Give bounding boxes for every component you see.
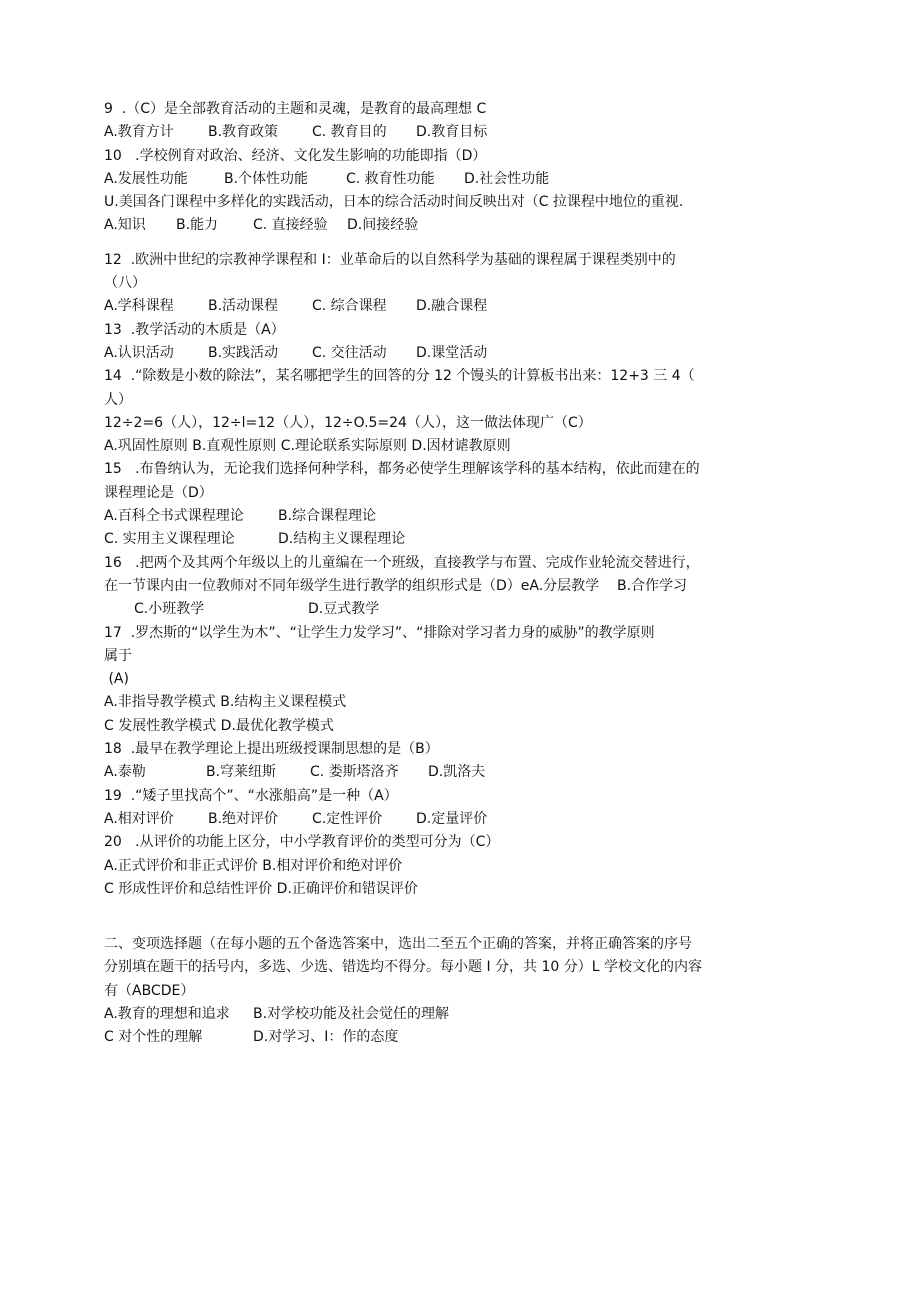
answer-option: B.能力 — [176, 217, 219, 234]
text-line: 17 .罗杰斯的“以学生为木”、“让学生力发学习”、“排除对学习者力身的威胁”的教学原则 — [104, 624, 655, 641]
options-row — [104, 761, 784, 784]
options-row — [104, 168, 784, 191]
answer-option: D.结构主义课程理论 — [278, 531, 406, 548]
options-row — [104, 528, 784, 551]
options-row — [104, 598, 784, 621]
options-row — [104, 1003, 784, 1026]
answer-option: A.教育方计 — [104, 124, 174, 141]
text-line: 属于 — [104, 647, 132, 664]
answer-option: B.绝对评价 — [208, 810, 279, 827]
text-line: 课程理论是（D） — [104, 484, 213, 501]
text-line: 13 .教学活动的木质是（A） — [104, 321, 285, 338]
text-line: 18 .最早在教学理论上提出班级授课制思想的是（B） — [104, 741, 439, 758]
options-row — [104, 295, 784, 318]
text-line: 16 .把两个及其两个年级以上的儿童编在一个班级，直接教学与布置、完成作业轮流交替进行， — [104, 554, 700, 571]
answer-option: A.发展性功能 — [104, 170, 188, 187]
options-row — [104, 1026, 784, 1049]
options-row — [104, 505, 784, 528]
answer-option: A.相对评价 — [104, 810, 174, 827]
options-row — [104, 342, 784, 365]
text-line: 人） — [104, 391, 132, 408]
answer-option: C.定性评价 — [312, 810, 383, 827]
text-line: 15 .布鲁纳认为，无论我们选择何种学科，都务必使学生理解该学科的基本结构，依此而建在的 — [104, 461, 700, 478]
text-line: 二、变项选择题（在每小题的五个备选答案中，选出二至五个正确的答案，并将正确答案的序号 — [104, 936, 692, 953]
text-line: 12÷2=6（人），12÷l=12（人），12÷O.5=24（人），这一做法体现广（C） — [104, 414, 592, 431]
answer-option: B.综合课程理论 — [278, 508, 377, 525]
answer-option: D.凯洛夫 — [428, 764, 486, 781]
answer-option: A.教育的理想和追求 — [104, 1005, 230, 1022]
answer-option: D.豆式教学 — [308, 601, 380, 618]
answer-option: A.百科仝书式课程理论 — [104, 508, 244, 525]
answer-option: B.个体性功能 — [224, 170, 309, 187]
answer-option: B.穹莱纽斯 — [206, 764, 277, 781]
options-row — [104, 808, 784, 831]
answer-option: B.实践活动 — [208, 344, 279, 361]
text-line: 20 .从评价的功能上区分，中小学教育评价的类型可分为（C） — [104, 834, 500, 851]
text-line: (A) — [104, 671, 129, 688]
answer-option: A.学科课程 — [104, 298, 174, 315]
spacer — [104, 238, 784, 249]
answer-option: C. 救育性功能 — [346, 170, 435, 187]
answer-option: C. 交往活动 — [312, 344, 387, 361]
text-line: 12 .欧洲中世纪的宗教神学课程和 I：业革命后的以自然科学为基础的课程属于课程类别中的 — [104, 251, 676, 268]
text-line: 10 .学校例育对政治、经济、文化发生影响的功能即指（D） — [104, 147, 487, 164]
text-line: 19 .“矮子里找高个”、“水涨船高”是一种（A） — [104, 787, 398, 804]
options-row — [104, 121, 784, 144]
answer-option: C.小班教学 — [134, 601, 205, 618]
text-line: C 发展性教学模式 D.最优化教学模式 — [104, 717, 334, 734]
text-line: （八） — [104, 275, 146, 292]
answer-option: C. 直接经验 — [253, 217, 328, 234]
answer-option: C. 实用主义课程理论 — [104, 531, 235, 548]
answer-option: D.定量评价 — [416, 810, 488, 827]
answer-option: D.间接经验 — [347, 217, 419, 234]
answer-option: D.融合课程 — [416, 298, 488, 315]
text-line: A.巩固性原则 B.直观性原则 C.理论联系实际原则 D.因材谑教原则 — [104, 438, 511, 455]
answer-option: C. 娄斯塔洛齐 — [310, 764, 399, 781]
answer-option: A.泰勒 — [104, 764, 146, 781]
options-row — [104, 214, 784, 237]
text-line: 分别填在题干的括号内，多选、少选、错选均不得分。每小题 I 分，共 10 分）L 学校文化的内容 — [104, 959, 702, 976]
answer-option: B.教育政策 — [208, 124, 279, 141]
text-line: 有（ABCDE） — [104, 982, 195, 999]
text-line: 9 .（C）是全部教育活动的主题和灵魂，是教育的最高理想 C — [104, 101, 487, 117]
answer-option: A.知识 — [104, 217, 146, 234]
text-line: A.非指导教学模式 B.结构主义课程模式 — [104, 694, 347, 711]
spacer — [104, 901, 784, 933]
answer-option: D.对学习、I：作的态度 — [253, 1029, 399, 1046]
answer-option: D.社会性功能 — [464, 170, 550, 187]
answer-option: A.认识活动 — [104, 344, 174, 361]
document-page — [104, 98, 784, 1050]
text-line: U.美国各门课程中多样化的实践活动，日本的综合活动时间反映出对（C 拉课程中地位的重视. — [104, 194, 684, 211]
text-line: 在一节课内由一位教师对不同年级学生进行教学的组织形式是（D）eA.分层教学 B.合作学习 — [104, 577, 688, 594]
text-line: A.正式评价和非正式评价 B.相对评价和绝对评价 — [104, 857, 403, 874]
text-line: C 形成性评价和总结性评价 D.正确评价和错误评价 — [104, 880, 418, 897]
answer-option: B.对学校功能及社会觉任的理解 — [253, 1005, 450, 1022]
answer-option: D.课堂活动 — [416, 344, 488, 361]
answer-option: B.活动课程 — [208, 298, 279, 315]
answer-option: C. 综合课程 — [312, 298, 387, 315]
answer-option: C. 教育目的 — [312, 124, 387, 141]
answer-option: D.教育目标 — [416, 124, 488, 141]
answer-option: C 对个性的理解 — [104, 1029, 203, 1046]
text-line: 14 .“除数是小数的除法”，某名哪把学生的回答的分 12 个馒头的计算板书出来：12+3 三 4（ — [104, 368, 695, 385]
